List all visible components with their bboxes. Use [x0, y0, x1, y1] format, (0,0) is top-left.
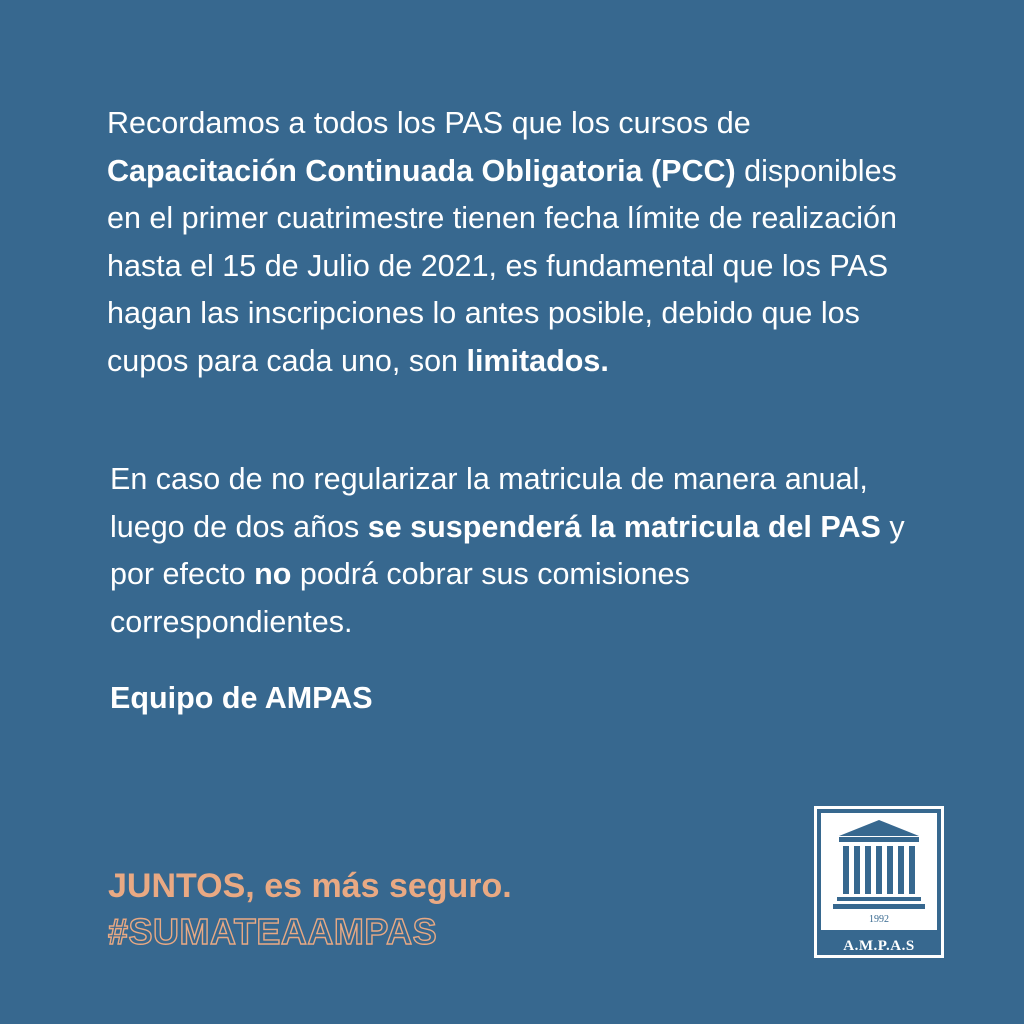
course-name: Capacitación Continuada Obligatoria (PCC) — [107, 153, 736, 188]
suspension-text-3: podrá cobrar sus comisiones correspondientes. — [110, 557, 690, 639]
suspension-bold-2: no — [254, 557, 292, 591]
logo-name: A.M.P.A.S — [843, 938, 915, 954]
ampas-logo — [814, 806, 944, 958]
notice-body-text: disponibles en el primer cuatrimestre tienen fecha límite de realización hasta el 15 de Julio de 2021, es fundamental que los PAS hagan las inscripciones lo antes posible, debido que los cupos para cada uno, son — [107, 153, 897, 378]
notice-paragraph-suspension — [110, 456, 910, 646]
intro-text: Recordamos a todos los PAS que los cursos de — [107, 106, 751, 140]
hashtag: #SUMATEAAMPAS — [108, 911, 438, 952]
suspension-text-1: En caso de no regularizar la matricula de manera anual, luego de dos años — [110, 462, 868, 544]
signature: Equipo de AMPAS — [110, 681, 373, 715]
suspension-bold-1: se suspenderá la matricula del PAS — [367, 509, 881, 544]
notice-paragraph-courses — [107, 100, 937, 385]
logo-year: 1992 — [869, 914, 889, 925]
slogan: JUNTOS, es más seguro. — [108, 867, 512, 905]
limited-text: limitados. — [466, 343, 609, 378]
suspension-text-2: y por efecto — [110, 509, 905, 591]
